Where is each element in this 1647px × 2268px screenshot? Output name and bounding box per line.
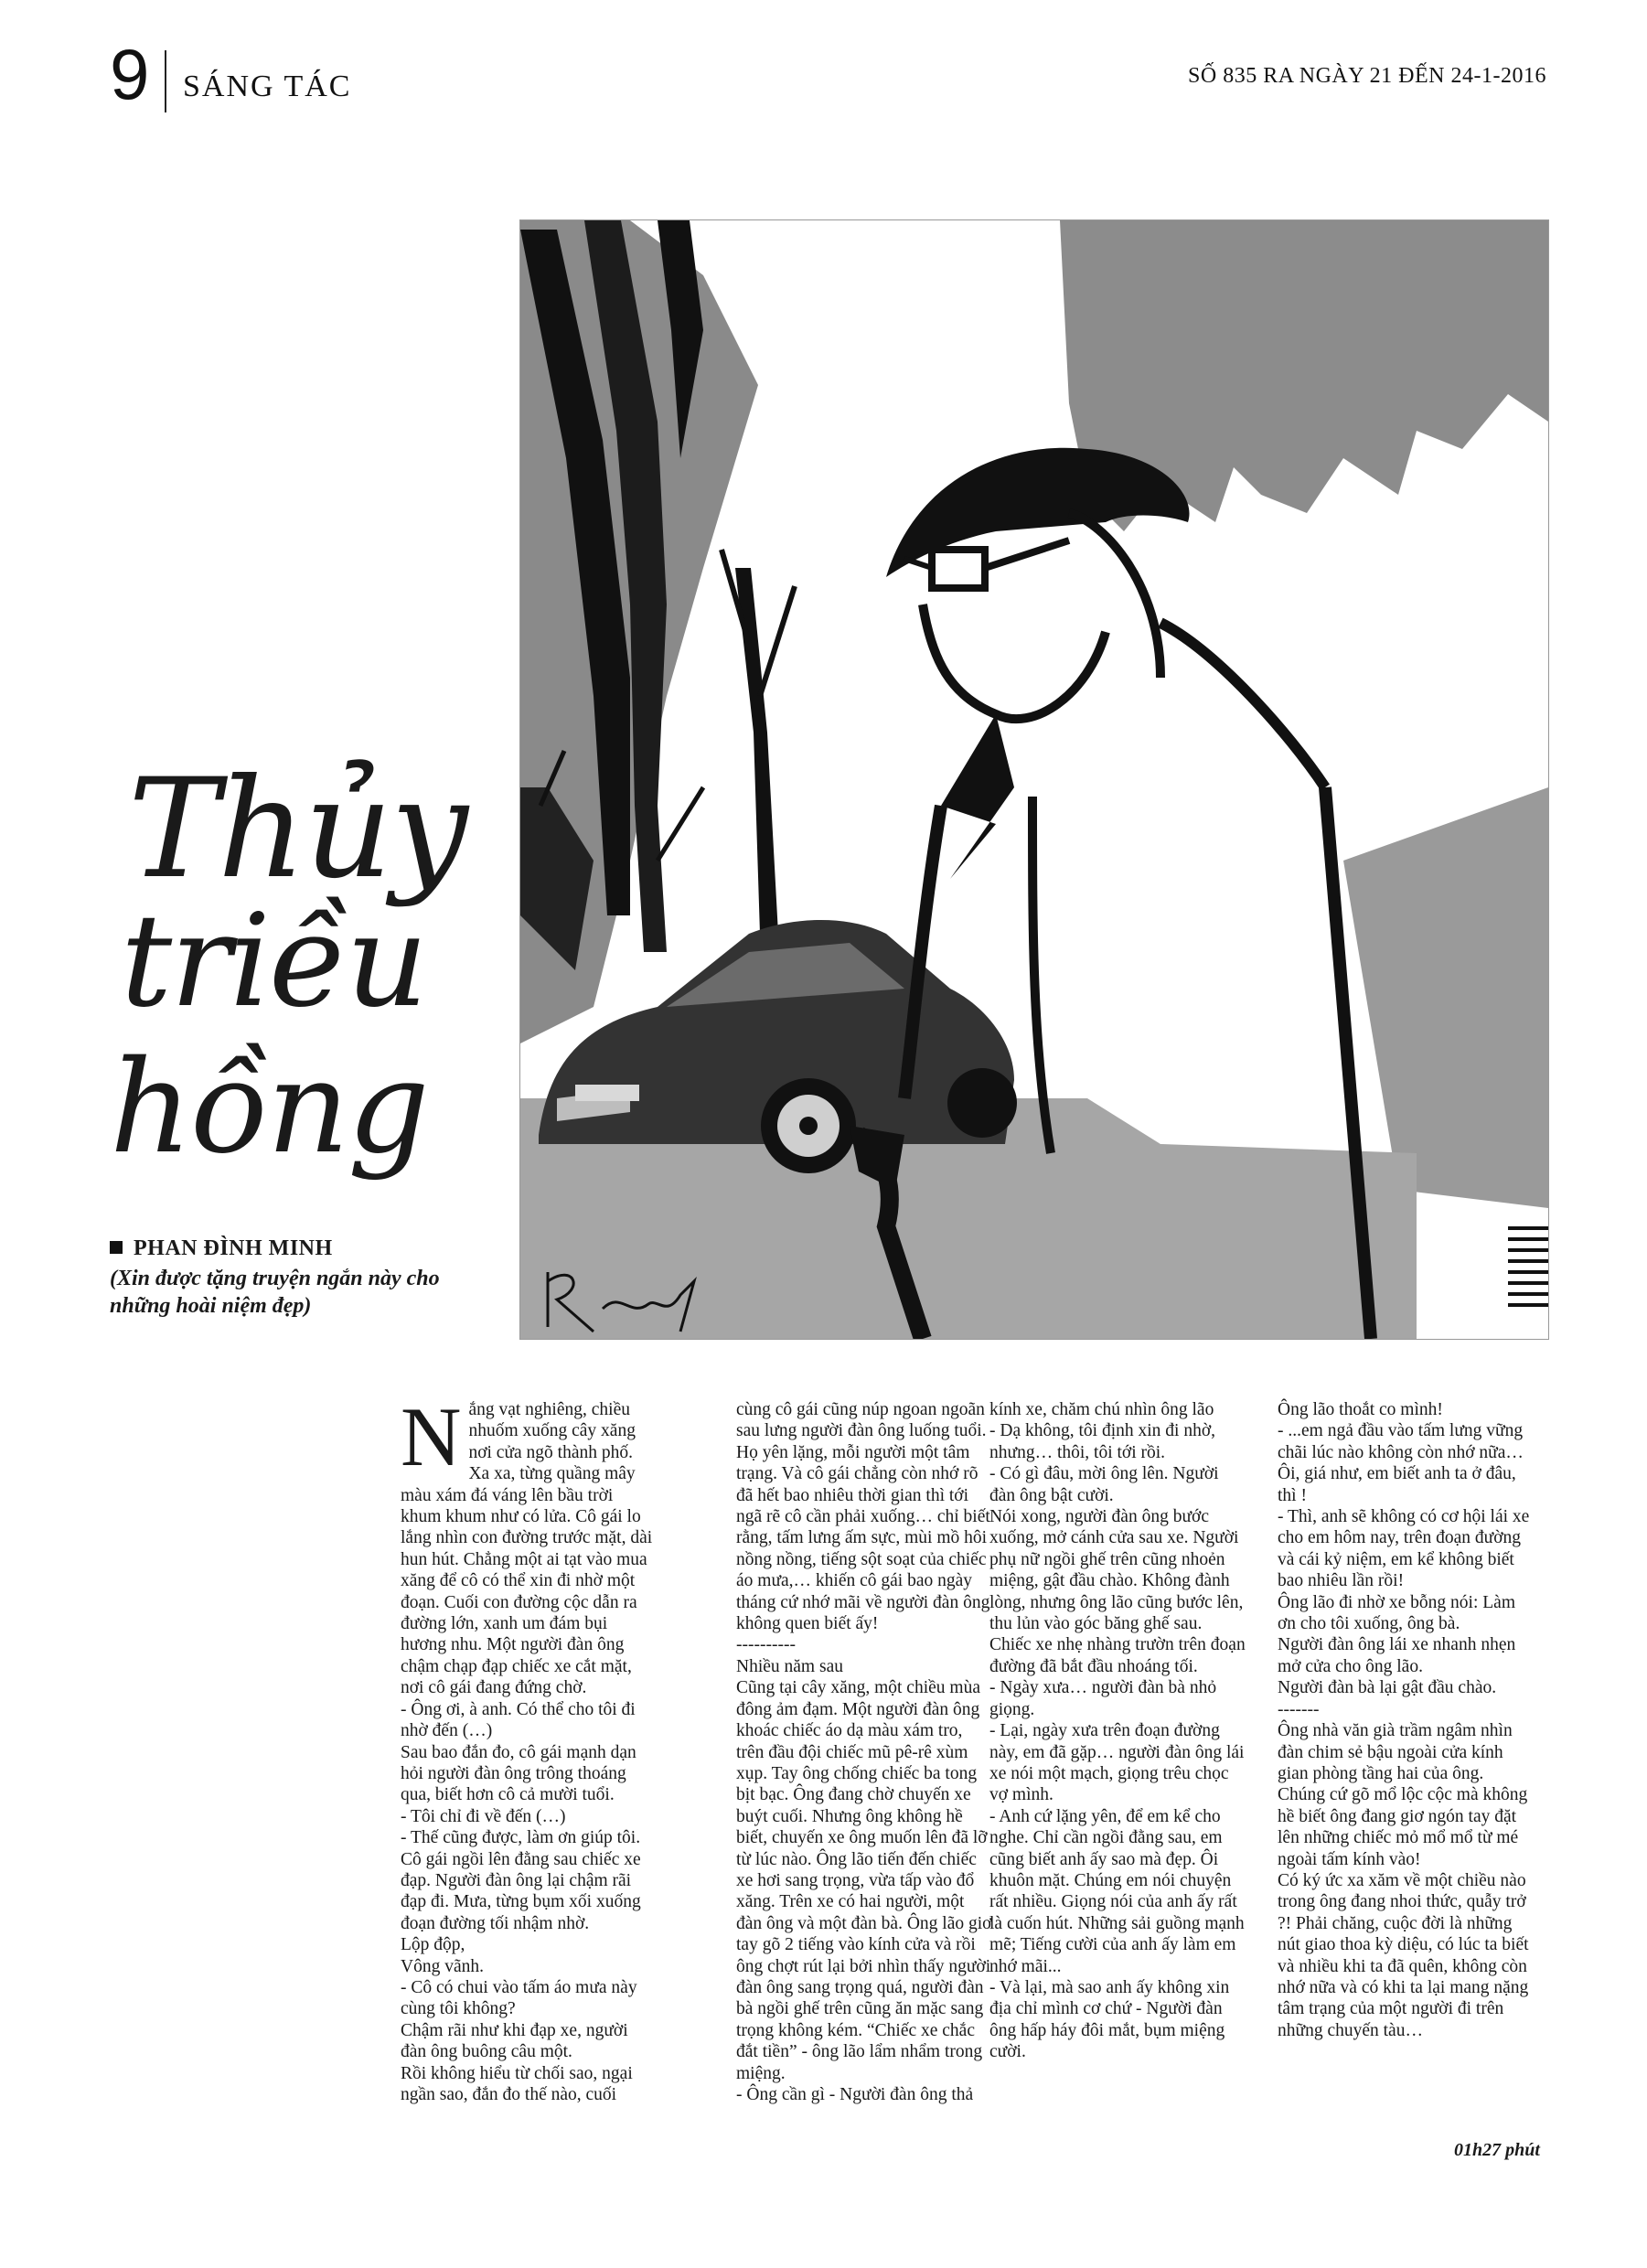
paragraph: Chiếc xe nhẹ nhàng trườn trên đoạn đường đã bắt đầu nhoáng tối. bbox=[989, 1635, 1246, 1676]
section-label: SÁNG TÁC bbox=[183, 70, 352, 103]
author-name: PHAN ĐÌNH MINH bbox=[134, 1236, 333, 1260]
title-line-1: Thủy bbox=[128, 750, 467, 909]
paragraph: Ông lão đi nhờ xe bỗng nói: Làm ơn cho tôi xuống, ông bà. bbox=[1278, 1592, 1515, 1634]
header-divider bbox=[165, 50, 166, 112]
paragraph: Người đàn bà lại gật đầu chào. bbox=[1278, 1678, 1497, 1698]
story-illustration bbox=[519, 219, 1549, 1340]
paragraph: - Ông cần gì - Người đàn ông thả bbox=[736, 2085, 974, 2104]
paragraph: Có ký ức xa xăm về một chiều nào trong ông đang nhoi thức, quẫy trở ?! Phải chăng, cuộc đời là những nút giao thoa kỳ diệu, có lúc ta biết và nhiều khi ta đã quên, không còn nhớ nữa và có khi ta lại mang nặng tâm trạng của một người đi trên những chuyến tàu… bbox=[1278, 1870, 1529, 2040]
paragraph: ------- bbox=[1278, 1699, 1320, 1719]
paragraph: - Tôi chỉ đi về đến (…) bbox=[401, 1806, 566, 1826]
drop-cap: N bbox=[401, 1390, 462, 1483]
title-line-2: triều bbox=[121, 887, 427, 1036]
paragraph: - Thì, anh sẽ không có cơ hội lái xe cho em hôm nay, trên đoạn đường và cái kỷ niệm, em kể không biết bao nhiêu lần rồi! bbox=[1278, 1507, 1530, 1591]
text-column-1 bbox=[401, 1390, 657, 2105]
paragraph: Nói xong, người đàn ông bước xuống, mở cánh cửa sau xe. Người phụ nữ ngồi ghế trên cũng nhoẻn miệng, gật đầu chào. Không đành lòng, nhưng ông lão cũng bước lên, thu lủn vào góc băng ghế sau. bbox=[989, 1507, 1244, 1634]
paragraph: kính xe, chăm chú nhìn ông lão bbox=[989, 1400, 1214, 1419]
paragraph: Ông lão thoắt co mình! bbox=[1278, 1400, 1443, 1419]
page-number: 9 bbox=[110, 34, 150, 114]
paragraph: - Dạ không, tôi định xin đi nhờ, nhưng… thôi, tôi tới rồi. bbox=[989, 1421, 1216, 1462]
text-column-3 bbox=[989, 1399, 1246, 2063]
byline bbox=[110, 1236, 530, 1320]
paragraph: ---------- bbox=[736, 1635, 796, 1655]
bullet-square-icon bbox=[110, 1241, 123, 1254]
text-column-4 bbox=[1278, 1399, 1534, 2041]
paragraph: Cũng tại cây xăng, một chiều mùa đông ảm đạm. Một người đàn ông khoác chiếc áo dạ màu xám tro, trên đầu đội chiếc mũ pê-rê xùm xụp. Tay ông chống chiếc ba tong bịt bạc. Ông đang chờ chuyến xe buýt cuối. Nhưng ông không hề biết, chuyến xe ông muốn lên đã lỡ từ lúc nào. Ông lão tiến đến chiếc xe hơi sang trọng, vừa tấp vào đổ xăng. Trên xe có hai người, một đàn ông và một đàn bà. Ông lão giơ tay gõ 2 tiếng vào kính cửa và rồi ông chợt rút lại bởi nhìn thấy người đàn ông sang trọng quá, người đàn bà ngồi ghế trên cũng ăn mặc sang trọng không kém. “Chiếc xe chắc đắt tiền” - ông lão lẩm nhẩm trong miệng. bbox=[736, 1678, 992, 2083]
paragraph: Nắng vạt nghiêng, chiều nhuốm xuống cây xăng nơi cửa ngõ thành phố. Xa xa, từng quầng mây màu xám đá váng lên bầu trời khum khum như có lửa. Cô gái lo lắng nhìn con đường trước mặt, dài hun hút. Chẳng một ai tạt vào mua xăng để cô có thể xin đi nhờ một đoạn. Cuối con đường cộc dẫn ra đường lớn, xanh um đám bụi hương nhu. Một người đàn ông chậm chạp đạp chiếc xe cắt mặt, nơi cô gái đang đứng chờ. bbox=[401, 1390, 653, 1698]
paragraph: - Ngày xưa… người đàn bà nhỏ giọng. bbox=[989, 1678, 1217, 1719]
paragraph: Nhiều năm sau bbox=[736, 1656, 843, 1676]
text-column-2 bbox=[736, 1399, 992, 2105]
writing-time: 01h27 phút bbox=[1454, 2140, 1540, 2160]
paragraph: - Lại, ngày xưa trên đoạn đường này, em đã gặp… người đàn ông lái xe nói một mạch, giọng trêu chọc vợ mình. bbox=[989, 1721, 1245, 1805]
paragraph: - Ông ơi, à anh. Có thể cho tôi đi nhờ đến (…) bbox=[401, 1699, 636, 1741]
paragraph: - Và lại, mà sao anh ấy không xin địa chỉ mình cơ chứ - Người đàn ông hấp háy đôi mắt, bụm miệng cười. bbox=[989, 1977, 1230, 2062]
paragraph: Vông vãnh. bbox=[401, 1956, 484, 1976]
paragraph: Chậm rãi như khi đạp xe, người đàn ông buông câu một. bbox=[401, 2020, 628, 2062]
paragraph: cùng cô gái cũng núp ngoan ngoãn sau lưng người đàn ông luống tuổi. Họ yên lặng, mỗi người một tâm trạng. Và cô gái chẳng còn nhớ rõ đã hết bao nhiêu thời gian thì tới ngã rẽ cô cần phải xuống… chỉ biết rằng, tấm lưng ấm sực, mùi mồ hôi nồng nồng, tiếng sột soạt của chiếc áo mưa,… khiến cô gái bao ngày tháng cứ nhớ mãi về người đàn ông không quen biết ấy! bbox=[736, 1400, 990, 1634]
dedication: (Xin được tặng truyện ngắn này cho những hoài niệm đẹp) bbox=[110, 1267, 440, 1318]
paragraph: Rồi không hiểu từ chối sao, ngại ngần sao, đắn đo thế nào, cuối bbox=[401, 2063, 633, 2104]
illustration-artwork bbox=[520, 220, 1548, 1339]
paragraph: - ...em ngả đầu vào tấm lưng vững chãi lúc nào không còn nhớ nữa… Ôi, giá như, em biết anh ta ở đâu, thì ! bbox=[1278, 1421, 1524, 1505]
paragraph: Cô gái ngồi lên đằng sau chiếc xe đạp. Người đàn ông lại chậm rãi đạp đi. Mưa, từng bụm xối xuống đoạn đường tối nhậm nhờ. bbox=[401, 1849, 641, 1933]
paragraph: Người đàn ông lái xe nhanh nhẹn mở cửa cho ông lão. bbox=[1278, 1635, 1516, 1676]
article-title bbox=[110, 750, 530, 1225]
paragraph: Lộp độp, bbox=[401, 1935, 465, 1955]
title-line-3: hồng bbox=[110, 1033, 428, 1182]
author-line bbox=[110, 1236, 530, 1261]
page-header bbox=[0, 0, 1647, 119]
paragraph: - Thế cũng được, làm ơn giúp tôi. bbox=[401, 1828, 641, 1848]
paragraph: - Có gì đâu, mời ông lên. Người đàn ông bật cười. bbox=[989, 1464, 1219, 1505]
issue-date: SỐ 835 RA NGÀY 21 ĐẾN 24-1-2016 bbox=[1188, 64, 1546, 88]
paragraph: Ông nhà văn già trầm ngâm nhìn đàn chim sẻ bậu ngoài cửa kính gian phòng tầng hai của ông. Chúng cứ gõ mổ lộc cộc mà không hề biết ông đang giơ ngón tay đặt lên những chiếc mỏ mổ mổ từ mé ngoài tấm kính vào! bbox=[1278, 1721, 1528, 1869]
paragraph: - Anh cứ lặng yên, để em kể cho nghe. Chỉ cần ngồi đằng sau, em cũng biết anh ấy sao mà đẹp. Ôi khuôn mặt. Chúng em nói chuyện rất nhiều. Giọng nói của anh ấy rất là cuốn hút. Những sải guồng mạnh mẽ; Tiếng cười của anh ấy làm em nhớ mãi... bbox=[989, 1806, 1245, 1976]
paragraph: Sau bao đắn đo, cô gái mạnh dạn hỏi người đàn ông trông thoáng qua, biết hơn cô cả mười tuổi. bbox=[401, 1742, 636, 1805]
paragraph: - Cô có chui vào tấm áo mưa này cùng tôi không? bbox=[401, 1977, 637, 2019]
